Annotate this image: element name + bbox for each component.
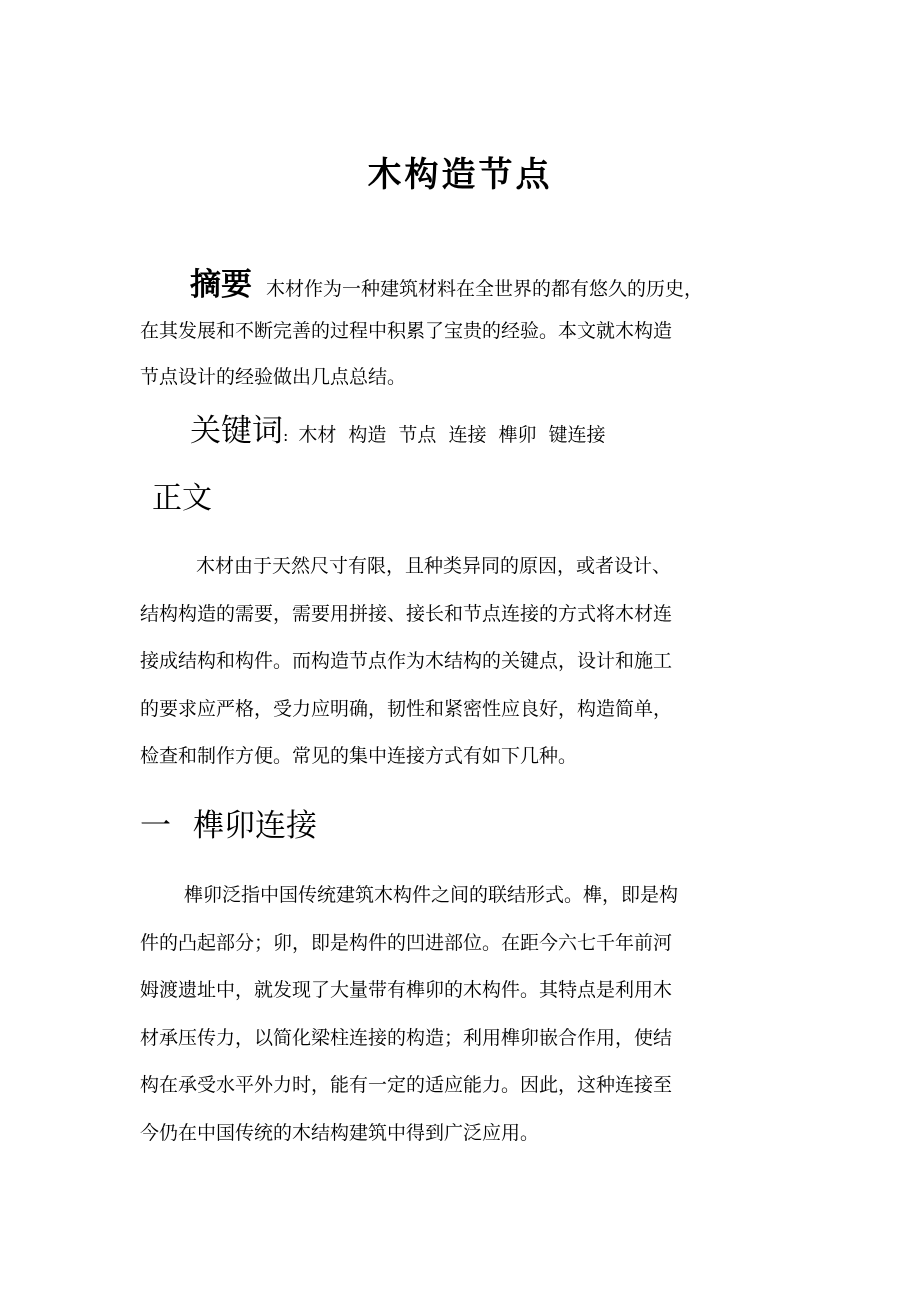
main-heading: 正文 (152, 481, 212, 516)
paragraph-line: 检查和制作方便。常见的集中连接方式有如下几种。 (140, 745, 578, 767)
section-number: 一 (140, 808, 171, 844)
keyword-item: 榫卯 (498, 424, 537, 446)
document-title: 木构造节点 (367, 155, 553, 195)
paragraph-line: 件的凸起部分；卯，即是构件的凹进部位。在距今六七千年前河 (140, 931, 673, 954)
paragraph-line: 接成结构和构件。而构造节点作为木结构的关键点，设计和施工 (140, 650, 673, 672)
keyword-item: 节点 (398, 424, 437, 446)
section-paragraph (140, 872, 760, 1157)
keywords-colon: : (283, 426, 289, 445)
intro-paragraph (140, 543, 760, 781)
paragraph-line: 姆渡遗址中，就发现了大量带有榫卯的木构件。其特点是利用木 (140, 979, 673, 1001)
abstract-line: 在其发展和不断完善的过程中积累了宝贵的经验。本文就木构造 (140, 320, 673, 342)
keyword-item: 木材 (298, 424, 337, 446)
paragraph-line: 木材由于天然尺寸有限，且种类异同的原因，或者设计、 (196, 555, 672, 577)
keywords-section (190, 408, 790, 459)
keyword-item: 键连接 (548, 424, 606, 446)
section-heading (140, 800, 317, 852)
paragraph-line: 的要求应严格，受力应明确，韧性和紧密性应良好，构造简单， (140, 697, 673, 720)
abstract-line (140, 262, 760, 308)
keywords-label: 关键词 (190, 413, 283, 449)
section-title: 榫卯连接 (193, 808, 317, 844)
keyword-item: 构造 (348, 424, 387, 446)
paragraph-line: 结构构造的需要，需要用拼接、接长和节点连接的方式将木材连 (140, 602, 673, 625)
paragraph-line: 榫卯泛指中国传统建筑木构件之间的联结形式。榫，即是构 (184, 884, 679, 906)
abstract-text: 木材作为一种建筑材料在全世界的都有悠久的历史， (266, 278, 704, 300)
paragraph-line: 材承压传力，以简化梁柱连接的构造；利用榫卯嵌合作用，使结 (140, 1026, 673, 1049)
keyword-item: 连接 (448, 424, 487, 446)
paragraph-line: 今仍在中国传统的木结构建筑中得到广泛应用。 (140, 1121, 540, 1144)
abstract-line: 节点设计的经验做出几点总结。 (140, 366, 407, 388)
abstract-section (140, 262, 760, 400)
paragraph-line: 构在承受水平外力时，能有一定的适应能力。因此，这种连接至 (140, 1074, 673, 1096)
abstract-label: 摘要 (190, 267, 252, 303)
